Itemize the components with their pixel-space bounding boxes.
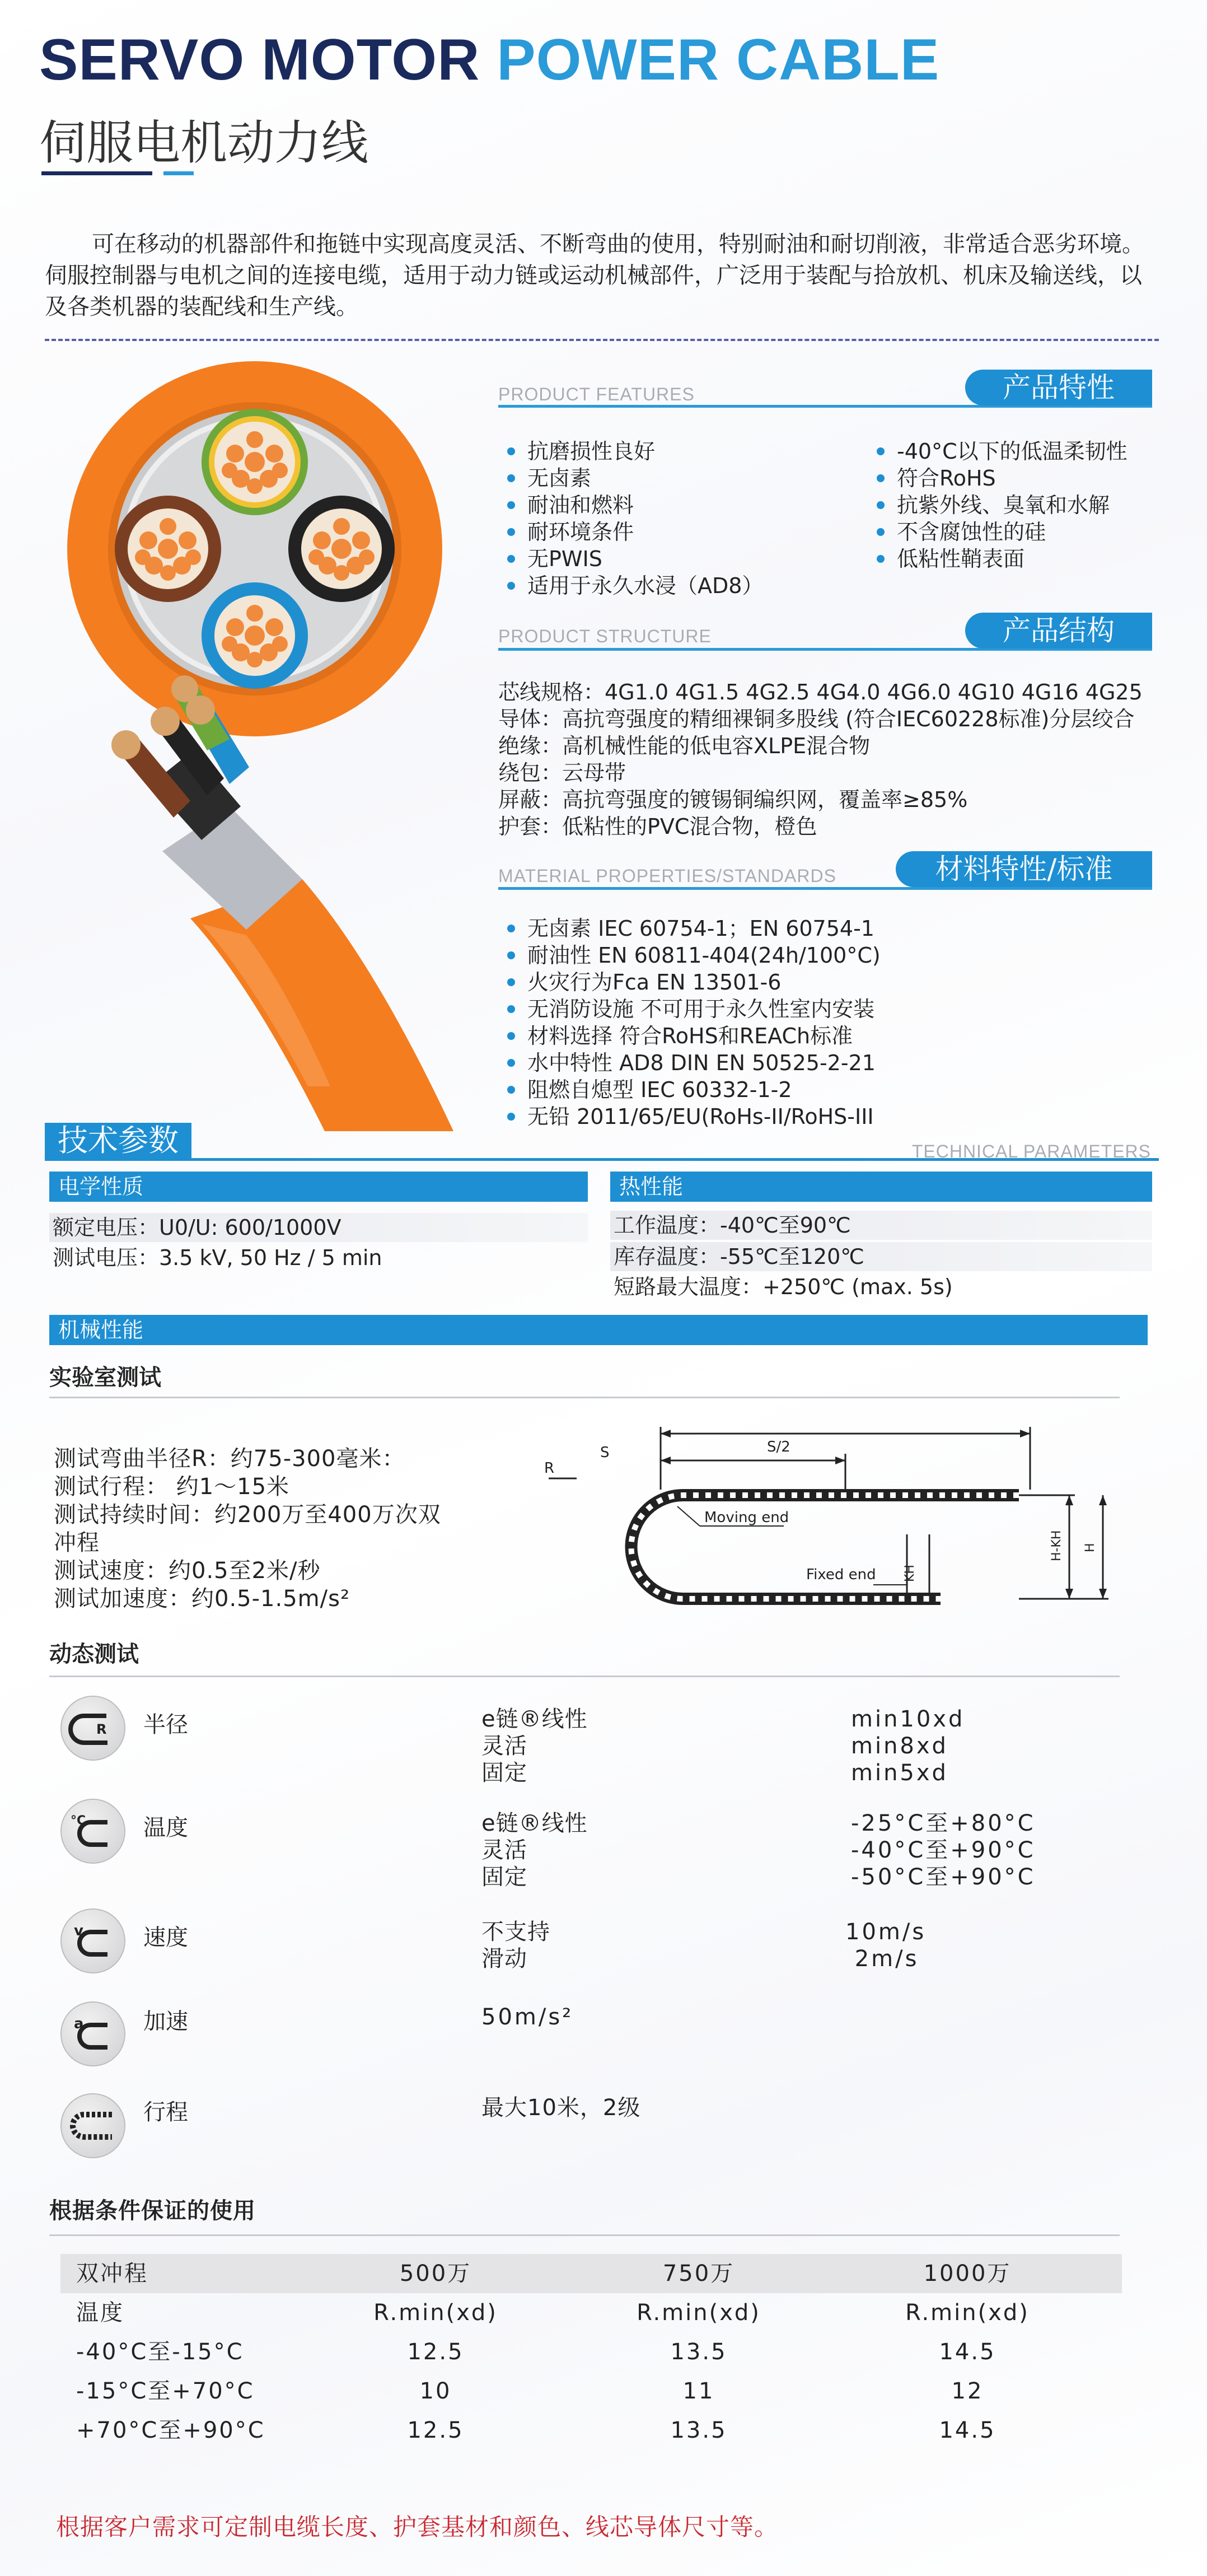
title-english-blue: POWER CABLE bbox=[497, 27, 940, 92]
dynamic-mid: 不支持 滑动 bbox=[481, 1919, 550, 1972]
table-header-row: 双冲程 500万 750万 1000万 bbox=[60, 2254, 1122, 2293]
dashed-divider bbox=[45, 339, 1159, 341]
speed-icon bbox=[62, 1910, 124, 1972]
svg-text:R: R bbox=[96, 1721, 107, 1737]
feature-item: 低粘性鞘表面 bbox=[873, 545, 1128, 572]
materials-rule bbox=[498, 887, 1152, 890]
dynamic-test-rule bbox=[49, 1676, 1120, 1677]
material-item: 耐油性 EN 60811-404(24h/100°C) bbox=[504, 942, 881, 969]
temperature-icon bbox=[62, 1800, 124, 1863]
dynamic-mid: e链®线性 灵活 固定 bbox=[481, 1706, 588, 1786]
tech-params-title-en: TECHNICAL PARAMETERS bbox=[911, 1141, 1151, 1161]
table-row: -40°C至-15°C 12.5 13.5 14.5 bbox=[76, 2339, 996, 2365]
features-list-right bbox=[873, 438, 1128, 572]
acceleration-icon bbox=[62, 2003, 124, 2065]
svg-text:v: v bbox=[74, 1922, 83, 1939]
travel-chain-icon bbox=[62, 2094, 124, 2157]
dynamic-label: 加速 bbox=[143, 2009, 188, 2034]
feature-item: 抗紫外线、臭氧和水解 bbox=[873, 492, 1128, 519]
table-row: +70°C至+90°C 12.5 13.5 14.5 bbox=[76, 2418, 996, 2443]
materials-title-en: MATERIAL PROPERTIES/STANDARDS bbox=[498, 866, 836, 886]
dynamic-right: min10xd min8xd min5xd bbox=[851, 1706, 965, 1786]
structure-line: 导体：高抗弯强度的精细裸铜多股线 (符合IEC60228标准)分层绞合 bbox=[498, 707, 1135, 731]
materials-tag: 材料特性/标准 bbox=[896, 851, 1152, 887]
feature-item: -40°C以下的低温柔韧性 bbox=[873, 438, 1128, 465]
diagram-label-h-kh: H-KH bbox=[1050, 1530, 1064, 1561]
diagram-label-moving: Moving end bbox=[704, 1509, 789, 1526]
features-list-left bbox=[504, 438, 763, 599]
features-tag: 产品特性 bbox=[965, 370, 1152, 405]
diagram-label-s: S bbox=[600, 1444, 610, 1461]
feature-item: 符合RoHS bbox=[873, 465, 1128, 492]
thermal-row: 库存温度：-55℃至120℃ bbox=[610, 1242, 1152, 1271]
dynamic-mid: e链®线性 灵活 固定 bbox=[481, 1810, 588, 1890]
dynamic-mid: 最大10米，2级 bbox=[481, 2095, 641, 2121]
thermal-row: 工作温度：-40℃至90℃ bbox=[610, 1211, 1152, 1240]
table-subheader-row: 温度 R.min(xd) R.min(xd) R.min(xd) bbox=[76, 2300, 1030, 2326]
structure-line: 绝缘：高机械性能的低电容XLPE混合物 bbox=[498, 734, 871, 758]
svg-text:a: a bbox=[74, 2015, 84, 2032]
title-chinese: 伺服电机动力线 bbox=[39, 115, 369, 170]
dynamic-right: 10m/s 2m/s bbox=[845, 1919, 927, 1972]
guarantee-table bbox=[60, 2254, 1122, 2450]
dynamic-label: 行程 bbox=[143, 2099, 188, 2125]
feature-item: 适用于永久水浸（AD8） bbox=[504, 572, 763, 599]
electrical-bar: 电学性质 bbox=[49, 1172, 588, 1202]
material-item: 材料选择 符合RoHS和REACh标准 bbox=[504, 1023, 881, 1049]
cable-cross-section-image bbox=[67, 361, 442, 736]
material-item: 水中特性 AD8 DIN EN 50525-2-21 bbox=[504, 1049, 881, 1076]
structure-line: 护套：低粘性的PVC混合物，橙色 bbox=[498, 814, 817, 839]
diagram-label-kh: KH bbox=[903, 1565, 917, 1582]
customization-note: 根据客户需求可定制电缆长度、护套基材和颜色、线芯导体尺寸等。 bbox=[56, 2513, 779, 2541]
lab-line: 测试持续时间：约200万至400万次双 bbox=[54, 1502, 441, 1528]
table-row: -15°C至+70°C 10 11 12 bbox=[76, 2378, 984, 2404]
energy-chain-diagram bbox=[515, 1411, 1131, 1624]
svg-text:°C: °C bbox=[71, 1814, 86, 1828]
feature-item: 耐环境条件 bbox=[504, 519, 763, 545]
title-english-dark: SERVO MOTOR bbox=[39, 27, 480, 92]
electrical-row: 测试电压：3.5 kV, 50 Hz / 5 min bbox=[53, 1245, 382, 1270]
dynamic-test-title: 动态测试 bbox=[49, 1641, 139, 1667]
diagram-label-r: R bbox=[544, 1460, 555, 1477]
lab-test-title: 实验室测试 bbox=[49, 1365, 161, 1390]
lab-line: 冲程 bbox=[54, 1530, 100, 1556]
tech-params-tag: 技术参数 bbox=[45, 1123, 191, 1159]
title-english bbox=[39, 27, 939, 94]
mechanical-bar: 机械性能 bbox=[49, 1315, 1148, 1345]
bend-radius-icon bbox=[62, 1697, 124, 1760]
guarantee-title: 根据条件保证的使用 bbox=[49, 2198, 256, 2224]
diagram-label-s-half: S/2 bbox=[767, 1439, 790, 1455]
intro-paragraph: 可在移动的机器部件和拖链中实现高度灵活、不断弯曲的使用，特别耐油和耐切削液，非常适合恶劣环境。伺服控制器与电机之间的连接电缆，适用于动力链或运动机械部件，广泛用于装配与拾放机、机床及输送线，以及各类机器的装配线和生产线。 bbox=[45, 231, 1144, 320]
feature-item: 抗磨损性良好 bbox=[504, 438, 763, 465]
feature-item: 无卤素 bbox=[504, 465, 763, 492]
structure-line: 屏蔽：高抗弯强度的镀锡铜编织网，覆盖率≥85% bbox=[498, 787, 968, 812]
dynamic-mid: 50m/s² bbox=[481, 2004, 574, 2030]
dynamic-right: -25°C至+80°C -40°C至+90°C -50°C至+90°C bbox=[851, 1810, 1036, 1890]
structure-title-en: PRODUCT STRUCTURE bbox=[498, 626, 712, 646]
structure-line: 芯线规格：4G1.0 4G1.5 4G2.5 4G4.0 4G6.0 4G10 4G16 4G25 bbox=[498, 680, 1143, 704]
cable-side-view-image bbox=[111, 675, 453, 1131]
material-item: 阻燃自熄型 IEC 60332-1-2 bbox=[504, 1076, 881, 1103]
electrical-row: 额定电压：U0/U: 600/1000V bbox=[49, 1213, 588, 1242]
cable-illustration bbox=[62, 358, 465, 1131]
lab-test-rule bbox=[49, 1397, 1120, 1398]
features-title-en: PRODUCT FEATURES bbox=[498, 384, 695, 404]
structure-line: 绕包：云母带 bbox=[498, 760, 626, 785]
feature-item: 耐油和燃料 bbox=[504, 492, 763, 519]
title-underline-blue bbox=[163, 171, 194, 175]
thermal-bar: 热性能 bbox=[610, 1172, 1152, 1202]
lab-line: 测试加速度：约0.5-1.5m/s² bbox=[54, 1586, 350, 1612]
feature-item: 不含腐蚀性的硅 bbox=[873, 519, 1128, 545]
lab-line: 测试弯曲半径R：约75-300毫米： bbox=[54, 1446, 405, 1472]
guarantee-rule bbox=[49, 2234, 1120, 2236]
diagram-label-h: H bbox=[1083, 1543, 1097, 1552]
material-item: 无铅 2011/65/EU(RoHs-II/RoHS-III bbox=[504, 1103, 881, 1130]
dynamic-label: 温度 bbox=[143, 1815, 188, 1841]
lab-line: 测试行程： 约1～15米 bbox=[54, 1474, 290, 1500]
material-item: 火灾行为Fca EN 13501-6 bbox=[504, 969, 881, 996]
material-item: 无卤素 IEC 60754-1；EN 60754-1 bbox=[504, 915, 881, 942]
title-underline-dark bbox=[41, 171, 152, 175]
thermal-row: 短路最大温度：+250℃ (max. 5s) bbox=[614, 1275, 953, 1299]
lab-test-text bbox=[54, 1445, 441, 1613]
structure-list bbox=[498, 679, 1143, 840]
lab-line: 测试速度：约0.5至2米/秒 bbox=[54, 1558, 321, 1584]
dynamic-label: 速度 bbox=[143, 1925, 188, 1950]
structure-tag: 产品结构 bbox=[965, 613, 1152, 648]
diagram-label-fixed: Fixed end bbox=[806, 1566, 876, 1583]
materials-list bbox=[504, 915, 881, 1130]
dynamic-label: 半径 bbox=[143, 1712, 188, 1738]
material-item: 无消防设施 不可用于永久性室内安装 bbox=[504, 996, 881, 1023]
feature-item: 无PWIS bbox=[504, 545, 763, 572]
